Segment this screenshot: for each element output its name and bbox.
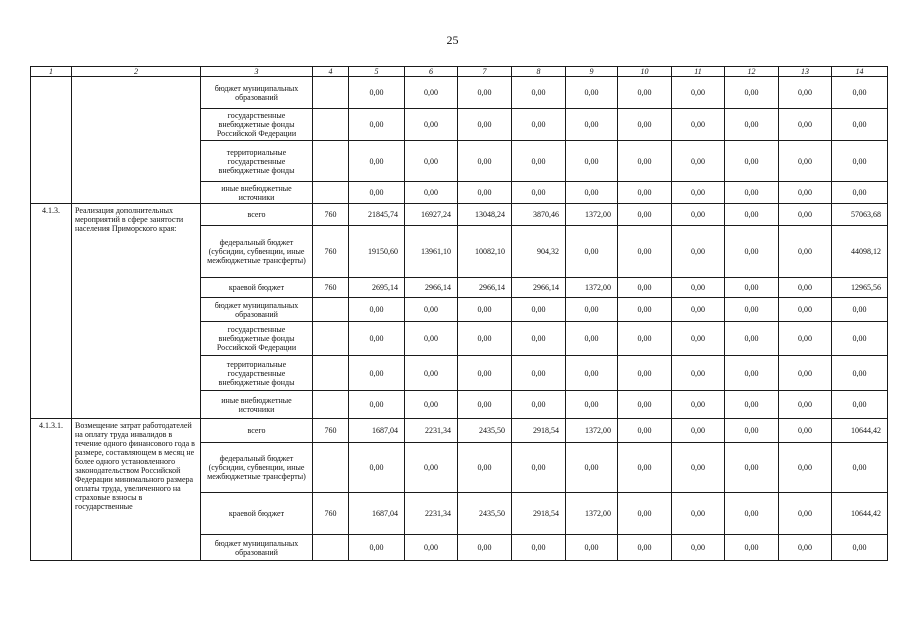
amount-cell: 0,00 [566, 226, 618, 278]
amount-cell: 0,00 [832, 298, 888, 322]
amount-cell: 0,00 [458, 443, 512, 493]
budget-code-cell [313, 77, 349, 109]
amount-cell: 0,00 [832, 182, 888, 204]
amount-cell: 0,00 [458, 141, 512, 182]
measure-name-cell: Реализация дополнительных мероприятий в сфере занятости населения Приморского края: [72, 204, 201, 419]
amount-cell: 0,00 [832, 535, 888, 561]
table-row [31, 204, 888, 226]
row-code-cell [31, 77, 72, 204]
amount-cell: 1687,04 [349, 493, 405, 535]
column-number-header: 4 [313, 67, 349, 77]
amount-cell: 0,00 [832, 356, 888, 391]
amount-cell: 0,00 [458, 109, 512, 141]
amount-cell: 0,00 [779, 322, 832, 356]
table-header-row [31, 67, 888, 77]
amount-cell: 0,00 [618, 109, 672, 141]
amount-cell: 10082,10 [458, 226, 512, 278]
amount-cell: 0,00 [832, 391, 888, 419]
amount-cell: 0,00 [618, 356, 672, 391]
amount-cell: 2435,50 [458, 493, 512, 535]
amount-cell: 0,00 [672, 182, 725, 204]
amount-cell: 0,00 [566, 356, 618, 391]
amount-cell: 0,00 [349, 109, 405, 141]
amount-cell: 0,00 [779, 226, 832, 278]
measure-name-cell [72, 77, 201, 204]
amount-cell: 0,00 [672, 298, 725, 322]
amount-cell: 1372,00 [566, 278, 618, 298]
funding-source-cell: федеральный бюджет (субсидии, субвенции, иные межбюджетные трансферты) [201, 443, 313, 493]
amount-cell: 0,00 [618, 278, 672, 298]
amount-cell: 0,00 [458, 356, 512, 391]
amount-cell: 0,00 [779, 77, 832, 109]
amount-cell: 10644,42 [832, 419, 888, 443]
budget-code-cell [313, 443, 349, 493]
amount-cell: 0,00 [512, 298, 566, 322]
column-number-header: 3 [201, 67, 313, 77]
amount-cell: 0,00 [618, 226, 672, 278]
amount-cell: 0,00 [672, 391, 725, 419]
amount-cell: 0,00 [458, 77, 512, 109]
funding-source-cell: бюджет муниципальных образований [201, 535, 313, 561]
amount-cell: 0,00 [458, 535, 512, 561]
amount-cell: 0,00 [779, 204, 832, 226]
amount-cell: 0,00 [779, 356, 832, 391]
funding-source-cell: государственные внебюджетные фонды Российской Федерации [201, 322, 313, 356]
amount-cell: 0,00 [512, 443, 566, 493]
amount-cell: 0,00 [349, 77, 405, 109]
amount-cell: 0,00 [458, 298, 512, 322]
amount-cell: 0,00 [779, 419, 832, 443]
amount-cell: 1372,00 [566, 493, 618, 535]
column-number-header: 8 [512, 67, 566, 77]
amount-cell: 0,00 [349, 322, 405, 356]
amount-cell: 904,32 [512, 226, 566, 278]
amount-cell: 2966,14 [512, 278, 566, 298]
amount-cell: 0,00 [405, 182, 458, 204]
column-number-header: 13 [779, 67, 832, 77]
amount-cell: 0,00 [566, 535, 618, 561]
amount-cell: 0,00 [725, 535, 779, 561]
amount-cell: 2231,34 [405, 419, 458, 443]
budget-code-cell [313, 535, 349, 561]
amount-cell: 0,00 [725, 443, 779, 493]
measure-name-cell: Возмещение затрат работодателей на оплату труда инвалидов в течение одного финансового года в размере, составляющем в месяц не более одного установленного законодательством Российской Федерации минимального размера оплаты труда, увеличенного на страховые взносы в государственные [72, 419, 201, 561]
amount-cell: 0,00 [779, 391, 832, 419]
amount-cell: 0,00 [618, 204, 672, 226]
amount-cell: 0,00 [672, 443, 725, 493]
amount-cell: 0,00 [349, 535, 405, 561]
amount-cell: 0,00 [458, 322, 512, 356]
amount-cell: 0,00 [725, 141, 779, 182]
amount-cell: 0,00 [512, 322, 566, 356]
funding-source-cell: всего [201, 419, 313, 443]
amount-cell: 1372,00 [566, 419, 618, 443]
amount-cell: 0,00 [618, 391, 672, 419]
amount-cell: 0,00 [349, 356, 405, 391]
amount-cell: 2966,14 [405, 278, 458, 298]
budget-code-cell [313, 356, 349, 391]
amount-cell: 0,00 [672, 419, 725, 443]
budget-code-cell: 760 [313, 226, 349, 278]
amount-cell: 0,00 [566, 109, 618, 141]
row-code-cell: 4.1.3.1. [31, 419, 72, 561]
amount-cell: 0,00 [725, 109, 779, 141]
amount-cell: 0,00 [405, 109, 458, 141]
amount-cell: 0,00 [725, 77, 779, 109]
amount-cell: 0,00 [405, 391, 458, 419]
column-number-header: 9 [566, 67, 618, 77]
amount-cell: 0,00 [405, 298, 458, 322]
amount-cell: 0,00 [405, 141, 458, 182]
amount-cell: 0,00 [405, 356, 458, 391]
funding-source-cell: государственные внебюджетные фонды Российской Федерации [201, 109, 313, 141]
budget-code-cell [313, 141, 349, 182]
amount-cell: 0,00 [779, 535, 832, 561]
amount-cell: 0,00 [779, 278, 832, 298]
amount-cell: 16927,24 [405, 204, 458, 226]
amount-cell: 13961,10 [405, 226, 458, 278]
column-number-header: 5 [349, 67, 405, 77]
amount-cell: 0,00 [618, 77, 672, 109]
amount-cell: 0,00 [618, 322, 672, 356]
amount-cell: 0,00 [566, 182, 618, 204]
column-number-header: 10 [618, 67, 672, 77]
amount-cell: 0,00 [672, 109, 725, 141]
table-body [31, 67, 888, 561]
amount-cell: 2966,14 [458, 278, 512, 298]
amount-cell: 57063,68 [832, 204, 888, 226]
funding-source-cell: бюджет муниципальных образований [201, 298, 313, 322]
amount-cell: 0,00 [618, 493, 672, 535]
funding-source-cell: краевой бюджет [201, 493, 313, 535]
amount-cell: 44098,12 [832, 226, 888, 278]
amount-cell: 0,00 [672, 535, 725, 561]
amount-cell: 0,00 [779, 298, 832, 322]
amount-cell: 0,00 [458, 182, 512, 204]
amount-cell: 0,00 [725, 356, 779, 391]
amount-cell: 0,00 [512, 535, 566, 561]
amount-cell: 0,00 [405, 77, 458, 109]
amount-cell: 0,00 [672, 204, 725, 226]
amount-cell: 0,00 [725, 298, 779, 322]
page-number: 25 [446, 33, 459, 47]
amount-cell: 10644,42 [832, 493, 888, 535]
amount-cell: 0,00 [618, 535, 672, 561]
amount-cell: 2918,54 [512, 419, 566, 443]
funding-source-cell: краевой бюджет [201, 278, 313, 298]
amount-cell: 0,00 [512, 356, 566, 391]
amount-cell: 0,00 [672, 77, 725, 109]
amount-cell: 3870,46 [512, 204, 566, 226]
row-code-cell: 4.1.3. [31, 204, 72, 419]
amount-cell: 0,00 [832, 141, 888, 182]
column-number-header: 14 [832, 67, 888, 77]
budget-code-cell [313, 298, 349, 322]
amount-cell: 0,00 [832, 443, 888, 493]
amount-cell: 0,00 [725, 278, 779, 298]
amount-cell: 2231,34 [405, 493, 458, 535]
amount-cell: 1372,00 [566, 204, 618, 226]
amount-cell: 0,00 [725, 322, 779, 356]
table-row [31, 77, 888, 109]
column-number-header: 12 [725, 67, 779, 77]
amount-cell: 0,00 [405, 322, 458, 356]
budget-code-cell [313, 391, 349, 419]
amount-cell: 19150,60 [349, 226, 405, 278]
amount-cell: 0,00 [512, 109, 566, 141]
amount-cell: 0,00 [672, 141, 725, 182]
amount-cell: 13048,24 [458, 204, 512, 226]
amount-cell: 0,00 [566, 141, 618, 182]
amount-cell: 0,00 [672, 226, 725, 278]
budget-code-cell: 760 [313, 419, 349, 443]
amount-cell: 0,00 [832, 322, 888, 356]
amount-cell: 0,00 [779, 493, 832, 535]
amount-cell: 0,00 [672, 278, 725, 298]
column-number-header: 7 [458, 67, 512, 77]
column-number-header: 2 [72, 67, 201, 77]
amount-cell: 0,00 [618, 298, 672, 322]
amount-cell: 0,00 [725, 226, 779, 278]
amount-cell: 0,00 [405, 443, 458, 493]
amount-cell: 0,00 [512, 391, 566, 419]
amount-cell: 0,00 [566, 77, 618, 109]
amount-cell: 0,00 [512, 141, 566, 182]
amount-cell: 0,00 [725, 182, 779, 204]
amount-cell: 0,00 [566, 391, 618, 419]
column-number-header: 11 [672, 67, 725, 77]
amount-cell: 2695,14 [349, 278, 405, 298]
amount-cell: 0,00 [779, 443, 832, 493]
amount-cell: 0,00 [832, 77, 888, 109]
amount-cell: 0,00 [512, 182, 566, 204]
amount-cell: 0,00 [672, 493, 725, 535]
budget-code-cell [313, 109, 349, 141]
amount-cell: 2918,54 [512, 493, 566, 535]
amount-cell: 0,00 [779, 182, 832, 204]
amount-cell: 12965,56 [832, 278, 888, 298]
amount-cell: 0,00 [618, 443, 672, 493]
amount-cell: 0,00 [725, 204, 779, 226]
budget-code-cell: 760 [313, 204, 349, 226]
amount-cell: 0,00 [672, 356, 725, 391]
amount-cell: 0,00 [349, 298, 405, 322]
amount-cell: 0,00 [349, 391, 405, 419]
column-number-header: 1 [31, 67, 72, 77]
amount-cell: 0,00 [566, 298, 618, 322]
amount-cell: 0,00 [618, 141, 672, 182]
amount-cell: 0,00 [566, 443, 618, 493]
amount-cell: 0,00 [779, 141, 832, 182]
table-row [31, 419, 888, 443]
amount-cell: 0,00 [779, 109, 832, 141]
column-number-header: 6 [405, 67, 458, 77]
funding-source-cell: территориальные государственные внебюджетные фонды [201, 356, 313, 391]
funding-source-cell: бюджет муниципальных образований [201, 77, 313, 109]
funding-source-cell: федеральный бюджет (субсидии, субвенции, иные межбюджетные трансферты) [201, 226, 313, 278]
funding-source-cell: иные внебюджетные источники [201, 182, 313, 204]
amount-cell: 0,00 [725, 391, 779, 419]
budget-code-cell [313, 182, 349, 204]
funding-source-cell: территориальные государственные внебюджетные фонды [201, 141, 313, 182]
budget-code-cell: 760 [313, 278, 349, 298]
amount-cell: 0,00 [618, 419, 672, 443]
amount-cell: 0,00 [618, 182, 672, 204]
amount-cell: 0,00 [832, 109, 888, 141]
amount-cell: 1687,04 [349, 419, 405, 443]
budget-code-cell: 760 [313, 493, 349, 535]
funding-source-cell: всего [201, 204, 313, 226]
amount-cell: 0,00 [349, 141, 405, 182]
amount-cell: 0,00 [349, 443, 405, 493]
amount-cell: 0,00 [566, 322, 618, 356]
amount-cell: 0,00 [405, 535, 458, 561]
amount-cell: 0,00 [725, 419, 779, 443]
budget-table [30, 66, 888, 561]
amount-cell: 21845,74 [349, 204, 405, 226]
amount-cell: 0,00 [512, 77, 566, 109]
amount-cell: 0,00 [349, 182, 405, 204]
budget-code-cell [313, 322, 349, 356]
amount-cell: 0,00 [458, 391, 512, 419]
amount-cell: 0,00 [725, 493, 779, 535]
amount-cell: 2435,50 [458, 419, 512, 443]
amount-cell: 0,00 [672, 322, 725, 356]
funding-source-cell: иные внебюджетные источники [201, 391, 313, 419]
